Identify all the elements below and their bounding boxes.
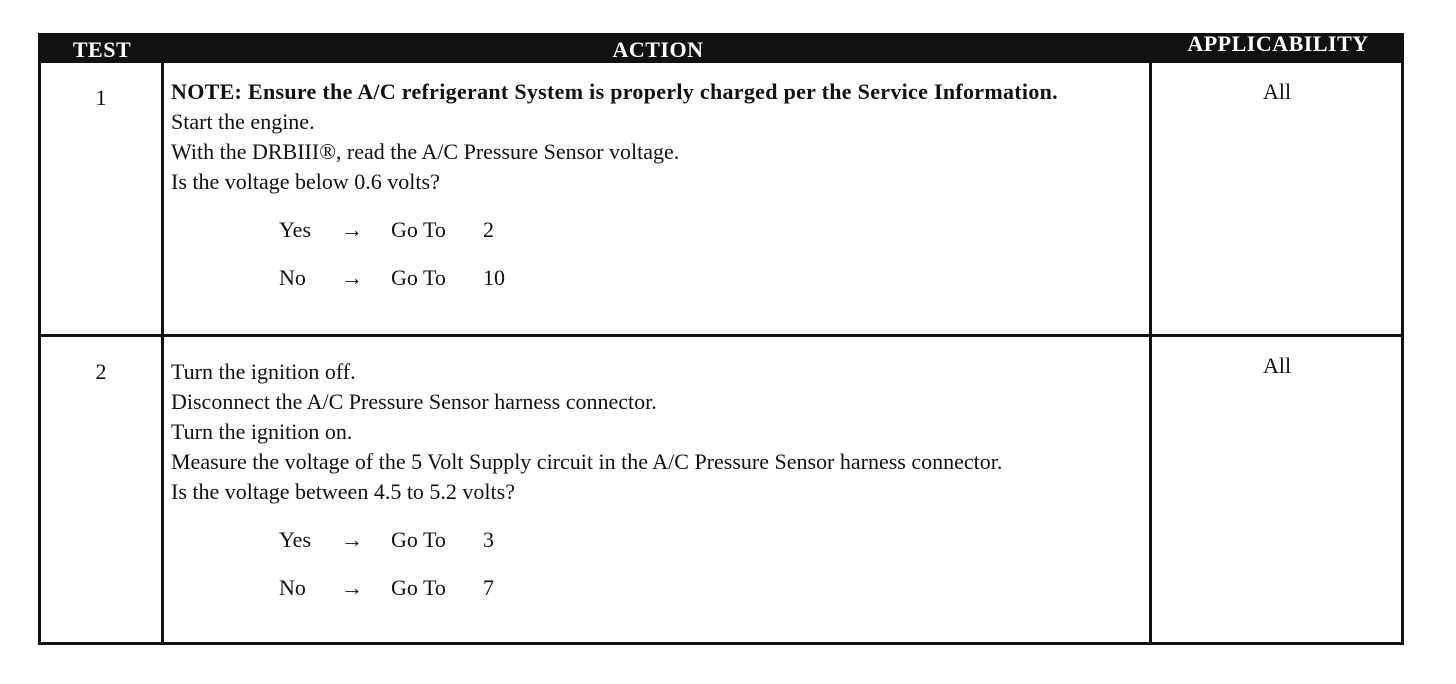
header-test: TEST [72, 37, 132, 62]
applicability-cell: All [1262, 353, 1292, 378]
outcome-no [279, 573, 1143, 603]
action-cell [171, 357, 1143, 603]
table-header [41, 33, 1401, 63]
outcome-yes [279, 215, 1143, 245]
goto-text: Go To [391, 217, 446, 242]
arrow-icon: → [341, 575, 363, 600]
step-text: Turn the ignition off. [171, 359, 356, 384]
step-text: Disconnect the A/C Pressure Sensor harness connector. [171, 389, 657, 414]
diagnostic-table [38, 33, 1404, 645]
table-row [41, 63, 1401, 337]
step-text: Measure the voltage of the 5 Volt Supply circuit in the A/C Pressure Sensor harness connector. [171, 449, 1003, 474]
arrow-icon: → [341, 217, 363, 242]
question-text: Is the voltage below 0.6 volts? [171, 169, 440, 194]
test-number: 2 [95, 359, 107, 384]
arrow-icon: → [341, 265, 363, 290]
goto-text: Go To [391, 575, 446, 600]
step-text: Start the engine. [171, 109, 315, 134]
outcome-label: No [279, 265, 306, 290]
applicability-cell: All [1262, 79, 1292, 104]
goto-target: 3 [483, 527, 494, 552]
outcome-no [279, 263, 1143, 293]
step-text: With the DRBIII®, read the A/C Pressure Sensor voltage. [171, 139, 680, 164]
note-text: NOTE: Ensure the A/C refrigerant System is properly charged per the Service Information. [171, 79, 1058, 104]
outcome-label: Yes [279, 217, 312, 242]
outcome-label: No [279, 575, 306, 600]
goto-target: 10 [483, 265, 505, 290]
header-action: ACTION [612, 37, 704, 62]
step-text: Turn the ignition on. [171, 419, 353, 444]
goto-target: 7 [483, 575, 494, 600]
action-cell [171, 77, 1143, 293]
goto-text: Go To [391, 527, 446, 552]
test-number: 1 [95, 85, 107, 110]
arrow-icon: → [341, 527, 363, 552]
outcome-label: Yes [279, 527, 312, 552]
goto-text: Go To [391, 265, 446, 290]
question-text: Is the voltage between 4.5 to 5.2 volts? [171, 479, 515, 504]
table-row [41, 337, 1401, 642]
goto-target: 2 [483, 217, 494, 242]
header-applicability: APPLICABILITY [1187, 31, 1369, 56]
outcome-yes [279, 525, 1143, 555]
